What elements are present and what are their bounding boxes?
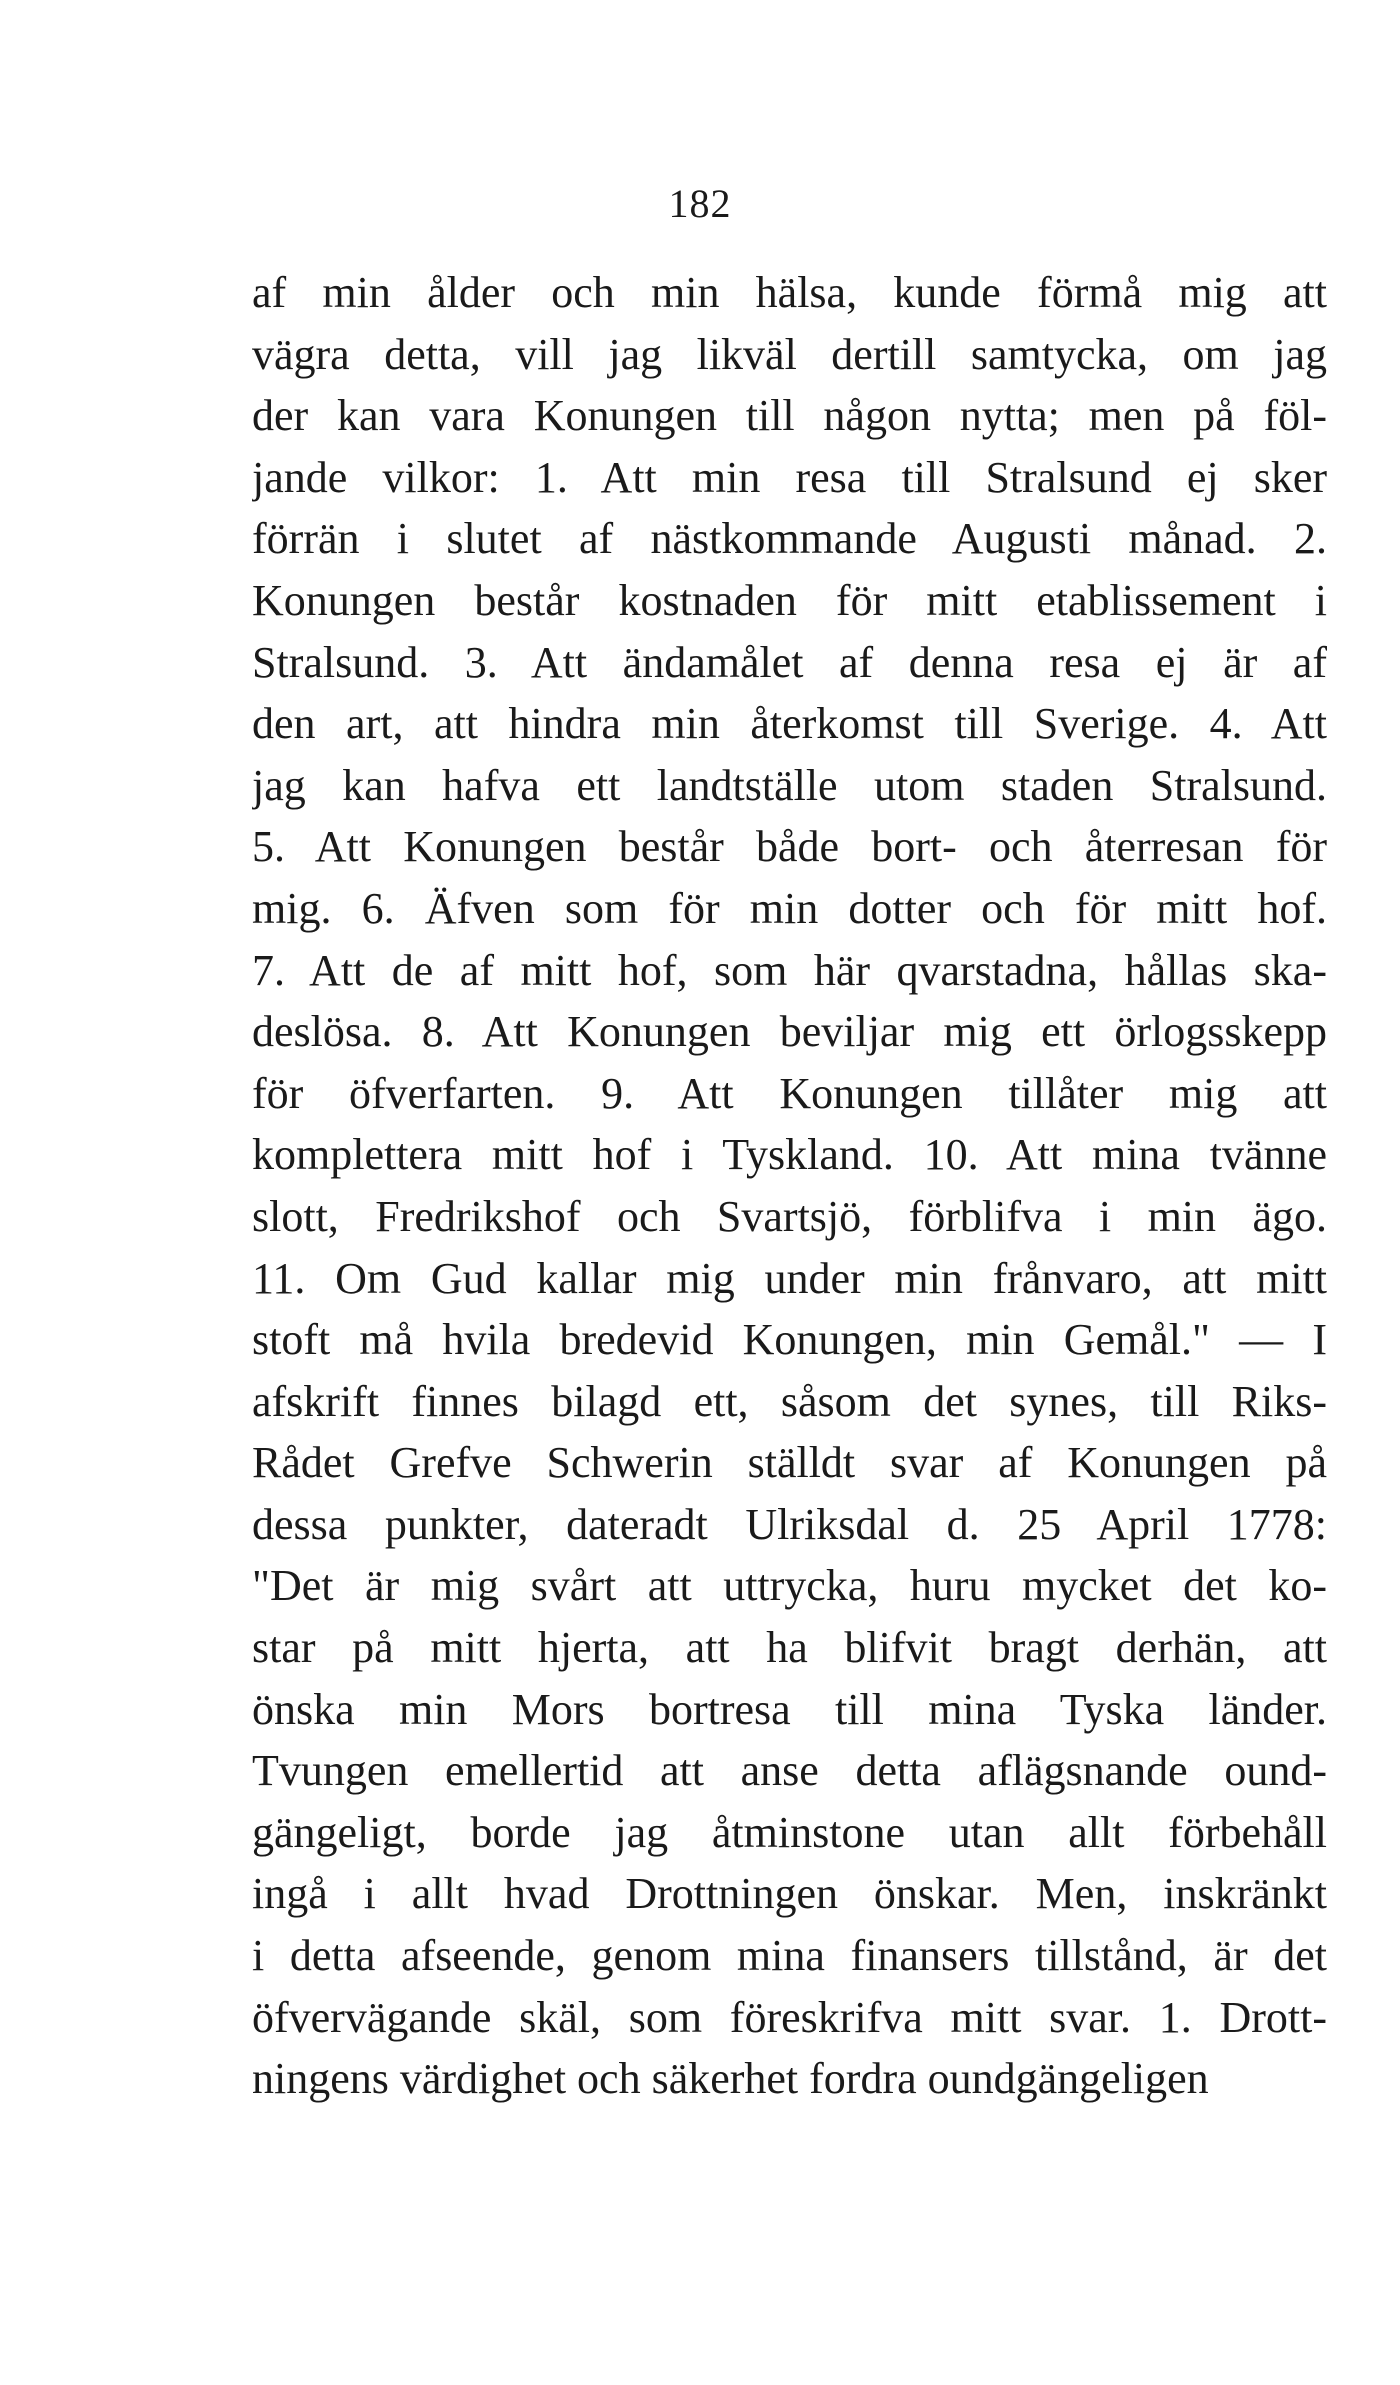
text-line: afskrift finnes bilagd ett, såsom det synes, till Riks- <box>252 1376 1327 1426</box>
text-line: önska min Mors bortresa till mina Tyska länder. <box>252 1684 1327 1734</box>
text-line: jag kan hafva ett landtställe utom staden Stralsund. <box>252 760 1327 810</box>
text-line: förrän i slutet af nästkommande Augusti månad. 2. <box>252 514 1327 564</box>
text-line: Rådet Grefve Schwerin ställdt svar af Konungen på <box>252 1438 1327 1488</box>
text-line: deslösa. 8. Att Konungen beviljar mig ett örlogsskepp <box>252 1007 1327 1057</box>
text-line: Stralsund. 3. Att ändamålet af denna resa ej är af <box>252 637 1327 687</box>
page-number: 182 <box>668 181 732 226</box>
text-line: komplettera mitt hof i Tyskland. 10. Att mina tvänne <box>252 1130 1327 1180</box>
text-line: öfvervägande skäl, som föreskrifva mitt svar. 1. Drott- <box>252 1992 1327 2042</box>
text-line: för öfverfarten. 9. Att Konungen tillåter mig att <box>252 1068 1327 1118</box>
text-line: mig. 6. Äfven som för min dotter och för mitt hof. <box>252 883 1327 933</box>
text-line: 7. Att de af mitt hof, som här qvarstadna, hållas ska- <box>252 945 1327 995</box>
text-line: ingå i allt hvad Drottningen önskar. Men, inskränkt <box>252 1869 1327 1919</box>
text-line: den art, att hindra min återkomst till Sverige. 4. Att <box>252 699 1327 749</box>
text-line: vägra detta, vill jag likväl dertill samtycka, om jag <box>252 329 1327 379</box>
text-line: der kan vara Konungen till någon nytta; men på föl- <box>252 391 1327 441</box>
text-line: "Det är mig svårt att uttrycka, huru mycket det ko- <box>252 1561 1327 1611</box>
text-line: stoft må hvila bredevid Konungen, min Gemål." — I <box>252 1315 1327 1365</box>
text-line: slott, Fredrikshof och Svartsjö, förblifva i min ägo. <box>252 1191 1327 1241</box>
text-line: dessa punkter, dateradt Ulriksdal d. 25 April 1778: <box>252 1499 1327 1549</box>
text-line: jande vilkor: 1. Att min resa till Stralsund ej sker <box>252 452 1327 502</box>
text-line: gängeligt, borde jag åtminstone utan allt förbehåll <box>252 1807 1327 1857</box>
body-text <box>252 262 1327 2110</box>
text-line: star på mitt hjerta, att ha blifvit bragt derhän, att <box>252 1623 1327 1673</box>
text-line: 11. Om Gud kallar mig under min frånvaro, att mitt <box>252 1253 1327 1303</box>
text-line: ningens värdighet och säkerhet fordra oundgängeligen <box>252 2054 1209 2104</box>
text-line: Tvungen emellertid att anse detta aflägsnande ound- <box>252 1746 1327 1796</box>
text-line: 5. Att Konungen består både bort- och återresan för <box>252 822 1327 872</box>
text-line: af min ålder och min hälsa, kunde förmå mig att <box>252 268 1327 317</box>
text-line: i detta afseende, genom mina finansers tillstånd, är det <box>252 1931 1327 1981</box>
text-line: Konungen består kostnaden för mitt etablissement i <box>252 575 1327 625</box>
